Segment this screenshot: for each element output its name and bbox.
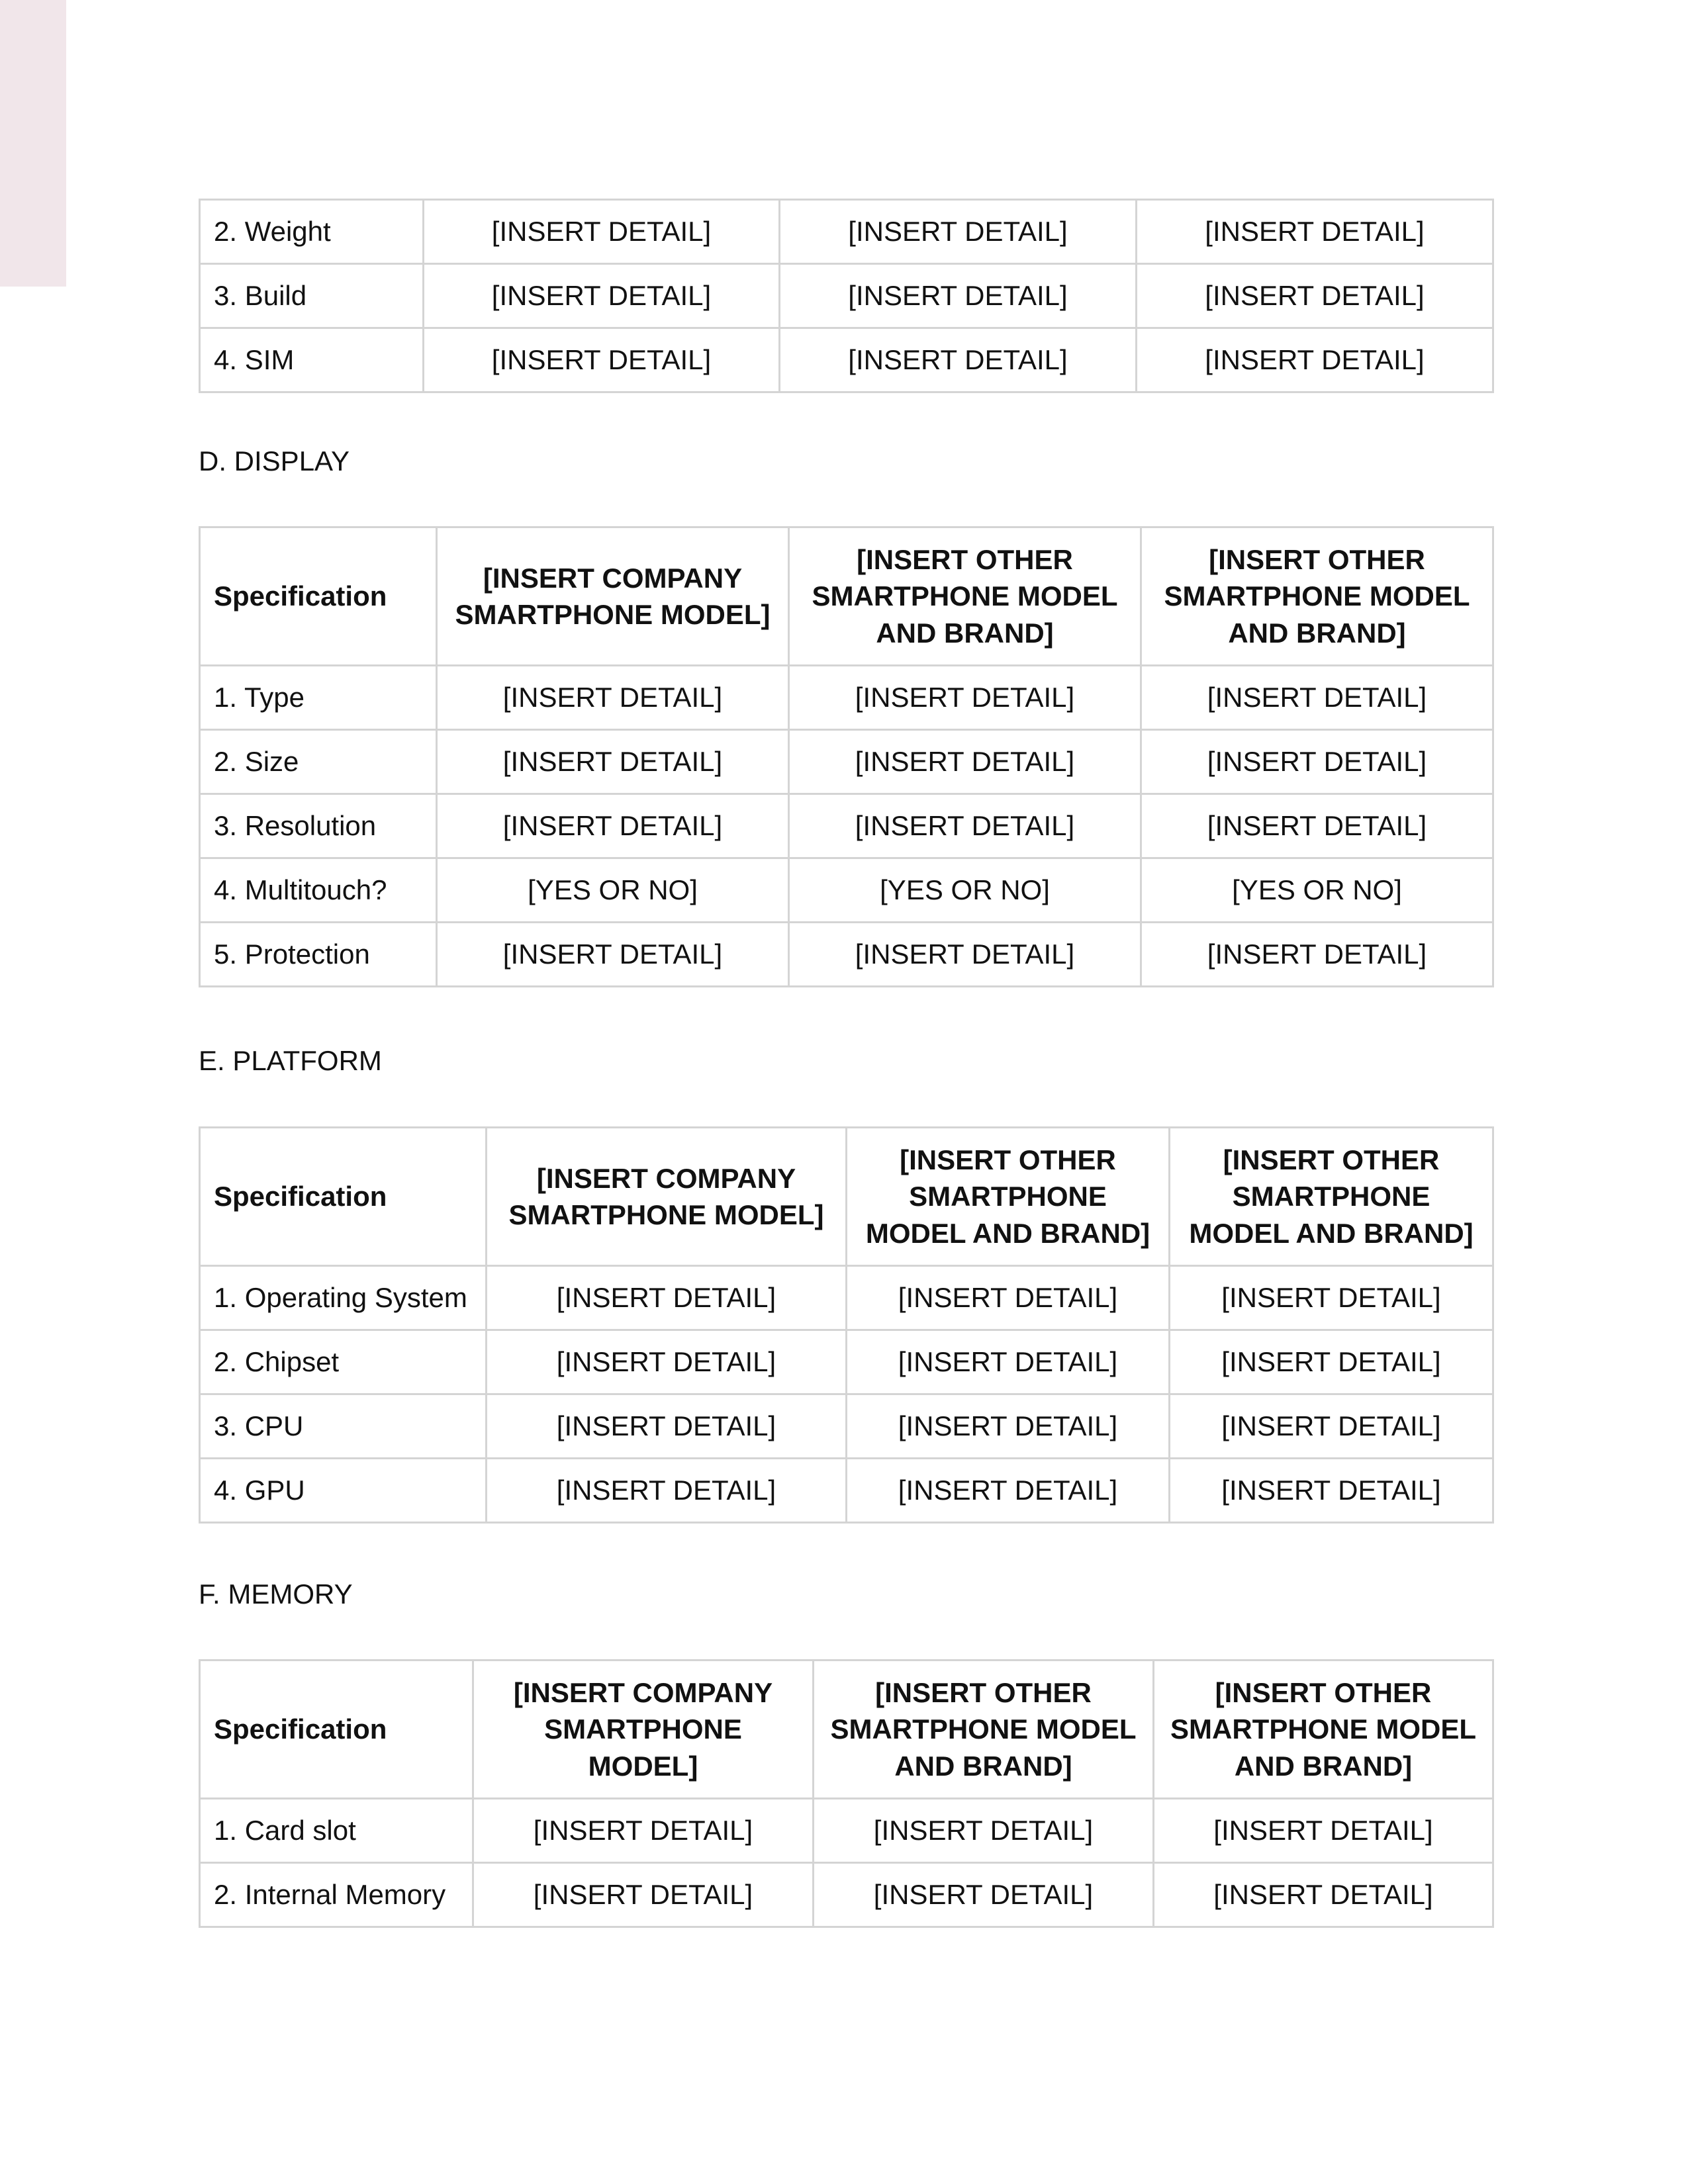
column-header-other-model-2: [INSERT OTHER SMARTPHONE MODEL AND BRAND] bbox=[1154, 1661, 1493, 1799]
table-row bbox=[200, 200, 1493, 264]
display-spec-table bbox=[199, 526, 1494, 987]
row-label: 1. Operating System bbox=[200, 1266, 487, 1330]
column-header-other-model-1: [INSERT OTHER SMARTPHONE MODEL AND BRAND] bbox=[847, 1128, 1170, 1266]
table-cell: [INSERT DETAIL] bbox=[847, 1459, 1170, 1523]
row-label: 2. Size bbox=[200, 730, 437, 794]
table-cell: [INSERT DETAIL] bbox=[487, 1330, 847, 1394]
column-header-specification: Specification bbox=[200, 1128, 487, 1266]
page-corner-decoration bbox=[0, 0, 66, 287]
table-cell: [INSERT DETAIL] bbox=[847, 1394, 1170, 1459]
row-label: 2. Chipset bbox=[200, 1330, 487, 1394]
table-cell: [INSERT DETAIL] bbox=[1137, 328, 1493, 392]
row-label: 3. CPU bbox=[200, 1394, 487, 1459]
section-heading-memory: F. MEMORY bbox=[199, 1578, 353, 1610]
row-label: 3. Resolution bbox=[200, 794, 437, 858]
row-label: 4. Multitouch? bbox=[200, 858, 437, 923]
table-row bbox=[200, 1266, 1493, 1330]
table-cell: [INSERT DETAIL] bbox=[437, 730, 789, 794]
table-cell: [INSERT DETAIL] bbox=[437, 794, 789, 858]
table-cell: [INSERT DETAIL] bbox=[1141, 666, 1493, 730]
table-row bbox=[200, 1459, 1493, 1523]
table-cell: [INSERT DETAIL] bbox=[847, 1330, 1170, 1394]
build-spec-table bbox=[199, 199, 1494, 393]
table-cell: [INSERT DETAIL] bbox=[847, 1266, 1170, 1330]
table-cell: [INSERT DETAIL] bbox=[814, 1863, 1154, 1927]
table-row bbox=[200, 730, 1493, 794]
table-cell: [INSERT DETAIL] bbox=[780, 264, 1137, 328]
table-cell: [INSERT DETAIL] bbox=[1170, 1266, 1493, 1330]
table-cell: [INSERT DETAIL] bbox=[1141, 923, 1493, 987]
row-label: 3. Build bbox=[200, 264, 424, 328]
table-cell: [INSERT DETAIL] bbox=[789, 666, 1141, 730]
column-header-other-model-1: [INSERT OTHER SMARTPHONE MODEL AND BRAND] bbox=[814, 1661, 1154, 1799]
table-row bbox=[200, 794, 1493, 858]
table-cell: [INSERT DETAIL] bbox=[487, 1459, 847, 1523]
table-cell: [INSERT DETAIL] bbox=[780, 200, 1137, 264]
table-cell: [INSERT DETAIL] bbox=[1137, 264, 1493, 328]
section-heading-display: D. DISPLAY bbox=[199, 445, 350, 477]
table-cell: [INSERT DETAIL] bbox=[473, 1799, 814, 1863]
column-header-company-model: [INSERT COMPANY SMARTPHONE MODEL] bbox=[437, 527, 789, 666]
table-row bbox=[200, 328, 1493, 392]
table-row bbox=[200, 1799, 1493, 1863]
column-header-other-model-2: [INSERT OTHER SMARTPHONE MODEL AND BRAND] bbox=[1141, 527, 1493, 666]
table-cell: [INSERT DETAIL] bbox=[1154, 1799, 1493, 1863]
table-cell: [INSERT DETAIL] bbox=[437, 666, 789, 730]
column-header-specification: Specification bbox=[200, 1661, 473, 1799]
column-header-other-model-2: [INSERT OTHER SMARTPHONE MODEL AND BRAND] bbox=[1170, 1128, 1493, 1266]
table-cell: [INSERT DETAIL] bbox=[1141, 794, 1493, 858]
column-header-company-model: [INSERT COMPANY SMARTPHONE MODEL] bbox=[473, 1661, 814, 1799]
table-cell: [INSERT DETAIL] bbox=[1154, 1863, 1493, 1927]
table-row bbox=[200, 264, 1493, 328]
table-cell: [INSERT DETAIL] bbox=[487, 1394, 847, 1459]
table-row bbox=[200, 1394, 1493, 1459]
row-label: 1. Card slot bbox=[200, 1799, 473, 1863]
section-heading-platform: E. PLATFORM bbox=[199, 1045, 382, 1076]
row-label: 2. Weight bbox=[200, 200, 424, 264]
table-cell: [YES OR NO] bbox=[1141, 858, 1493, 923]
row-label: 5. Protection bbox=[200, 923, 437, 987]
table-cell: [YES OR NO] bbox=[789, 858, 1141, 923]
row-label: 4. SIM bbox=[200, 328, 424, 392]
table-cell: [INSERT DETAIL] bbox=[1170, 1330, 1493, 1394]
row-label: 2. Internal Memory bbox=[200, 1863, 473, 1927]
table-cell: [INSERT DETAIL] bbox=[487, 1266, 847, 1330]
table-cell: [INSERT DETAIL] bbox=[424, 264, 780, 328]
table-row bbox=[200, 858, 1493, 923]
table-cell: [INSERT DETAIL] bbox=[437, 923, 789, 987]
table-row bbox=[200, 1863, 1493, 1927]
column-header-other-model-1: [INSERT OTHER SMARTPHONE MODEL AND BRAND] bbox=[789, 527, 1141, 666]
column-header-specification: Specification bbox=[200, 527, 437, 666]
table-cell: [INSERT DETAIL] bbox=[789, 923, 1141, 987]
table-cell: [INSERT DETAIL] bbox=[1137, 200, 1493, 264]
table-cell: [INSERT DETAIL] bbox=[1141, 730, 1493, 794]
table-cell: [INSERT DETAIL] bbox=[789, 794, 1141, 858]
table-cell: [INSERT DETAIL] bbox=[424, 200, 780, 264]
table-header-row bbox=[200, 1128, 1493, 1266]
table-cell: [INSERT DETAIL] bbox=[780, 328, 1137, 392]
row-label: 4. GPU bbox=[200, 1459, 487, 1523]
table-cell: [INSERT DETAIL] bbox=[473, 1863, 814, 1927]
table-cell: [INSERT DETAIL] bbox=[789, 730, 1141, 794]
memory-spec-table bbox=[199, 1659, 1494, 1928]
row-label: 1. Type bbox=[200, 666, 437, 730]
platform-spec-table bbox=[199, 1126, 1494, 1524]
table-row bbox=[200, 666, 1493, 730]
table-row bbox=[200, 923, 1493, 987]
table-cell: [INSERT DETAIL] bbox=[424, 328, 780, 392]
table-header-row bbox=[200, 527, 1493, 666]
column-header-company-model: [INSERT COMPANY SMARTPHONE MODEL] bbox=[487, 1128, 847, 1266]
table-cell: [INSERT DETAIL] bbox=[1170, 1394, 1493, 1459]
table-cell: [INSERT DETAIL] bbox=[1170, 1459, 1493, 1523]
table-cell: [INSERT DETAIL] bbox=[814, 1799, 1154, 1863]
table-row bbox=[200, 1330, 1493, 1394]
table-header-row bbox=[200, 1661, 1493, 1799]
table-cell: [YES OR NO] bbox=[437, 858, 789, 923]
